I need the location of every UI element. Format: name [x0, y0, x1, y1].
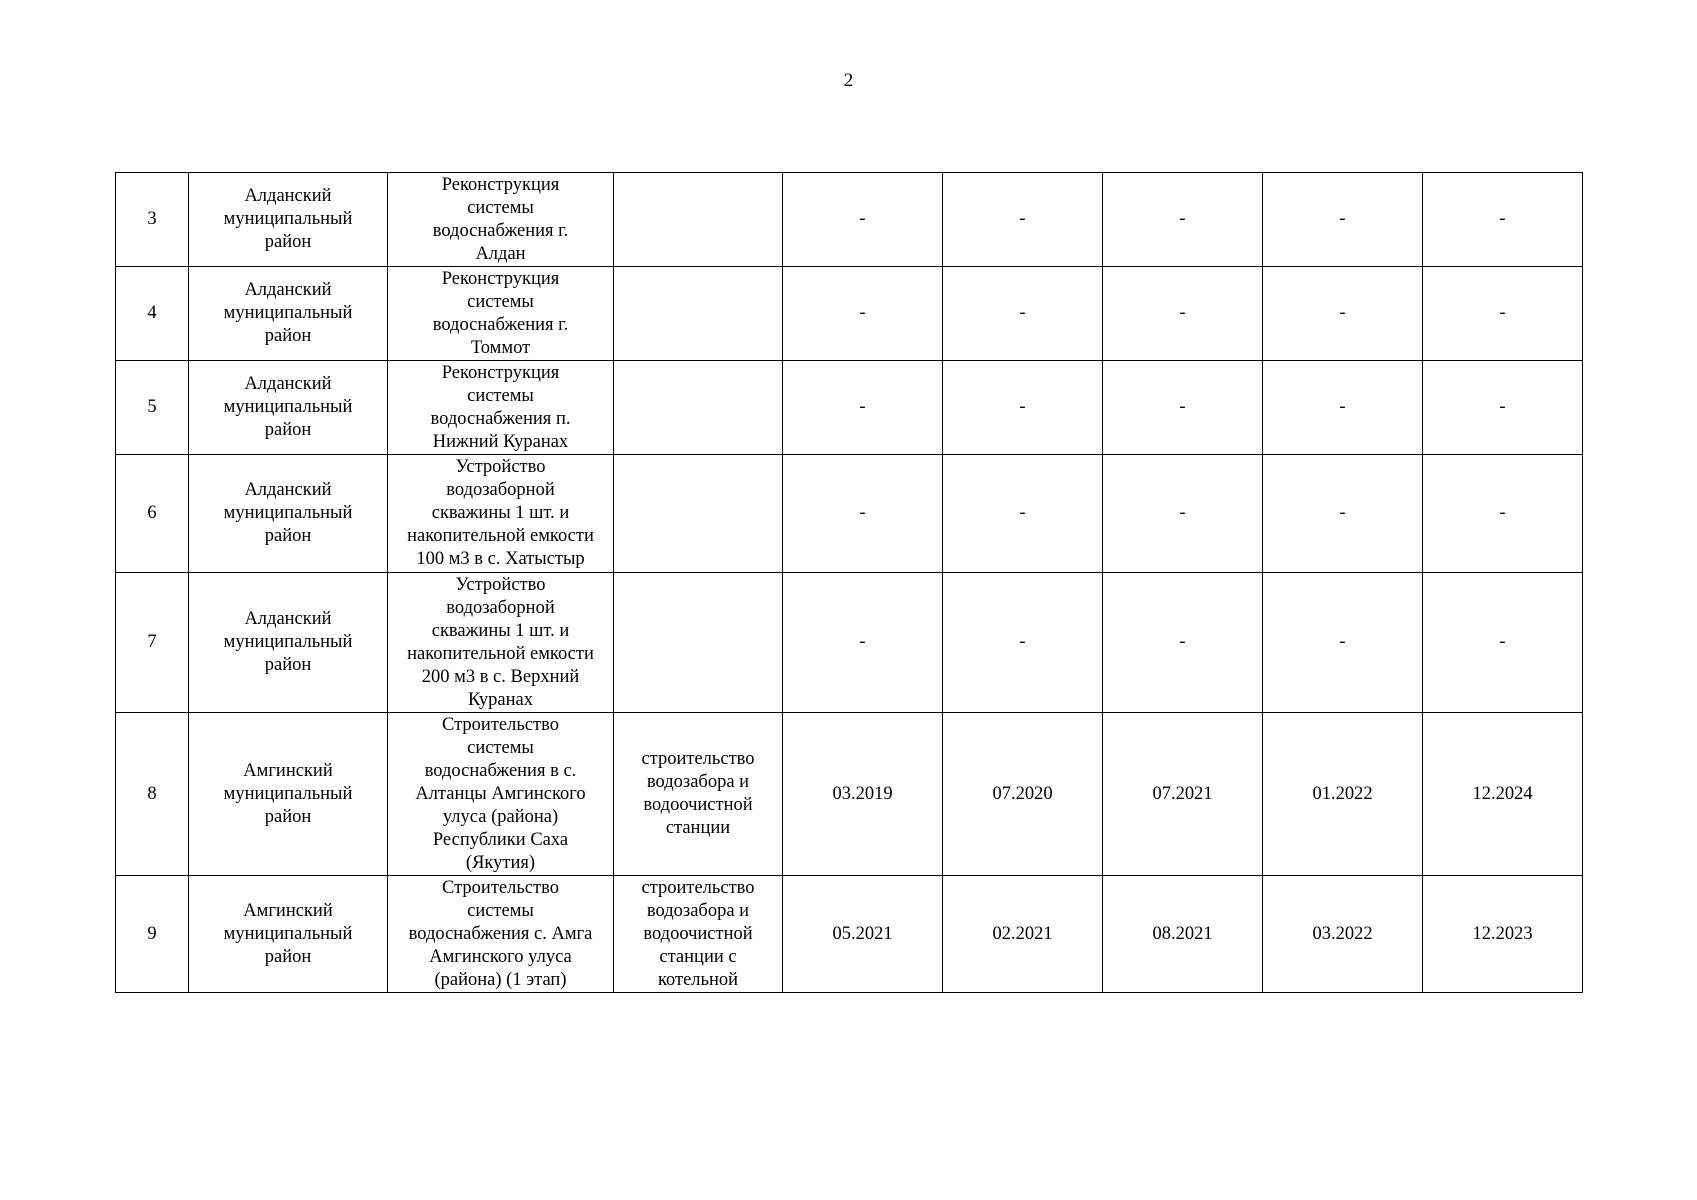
description-cell	[614, 455, 783, 573]
description-cell: строительство водозабора и водоочистной станции с котельной	[614, 876, 783, 993]
projects-table	[115, 172, 1583, 993]
date-cell: -	[1263, 173, 1423, 267]
description-cell	[614, 267, 783, 361]
date-cell: -	[1103, 267, 1263, 361]
project-name-cell: Строительство системы водоснабжения с. Амга Амгинского улуса (района) (1 этап)	[388, 876, 614, 993]
date-cell: -	[1423, 173, 1583, 267]
date-cell: -	[943, 361, 1103, 455]
district-cell: Алданский муниципальный район	[189, 455, 388, 573]
row-number-cell: 5	[116, 361, 189, 455]
date-cell: -	[1423, 455, 1583, 573]
table-row	[116, 573, 1583, 713]
row-number-cell: 9	[116, 876, 189, 993]
date-cell: -	[1423, 573, 1583, 713]
date-cell: 12.2024	[1423, 713, 1583, 876]
date-cell: 05.2021	[783, 876, 943, 993]
date-cell: 07.2020	[943, 713, 1103, 876]
date-cell: 03.2022	[1263, 876, 1423, 993]
project-name-cell: Устройство водозаборной скважины 1 шт. и накопительной емкости 200 м3 в с. Верхний Куранах	[388, 573, 614, 713]
date-cell: -	[1103, 361, 1263, 455]
project-name-cell: Реконструкция системы водоснабжения п. Нижний Куранах	[388, 361, 614, 455]
date-cell: 12.2023	[1423, 876, 1583, 993]
date-cell: 03.2019	[783, 713, 943, 876]
project-name-cell: Строительство системы водоснабжения в с. Алтанцы Амгинского улуса (района) Республики Саха (Якутия)	[388, 713, 614, 876]
description-cell: строительство водозабора и водоочистной станции	[614, 713, 783, 876]
date-cell: -	[783, 361, 943, 455]
row-number-cell: 7	[116, 573, 189, 713]
date-cell: 02.2021	[943, 876, 1103, 993]
date-cell: -	[943, 267, 1103, 361]
date-cell: 01.2022	[1263, 713, 1423, 876]
date-cell: -	[1103, 455, 1263, 573]
date-cell: -	[1263, 267, 1423, 361]
table-row	[116, 267, 1583, 361]
project-name-cell: Реконструкция системы водоснабжения г. Алдан	[388, 173, 614, 267]
description-cell	[614, 573, 783, 713]
table-row	[116, 876, 1583, 993]
district-cell: Алданский муниципальный район	[189, 173, 388, 267]
date-cell: -	[783, 573, 943, 713]
date-cell: -	[1263, 361, 1423, 455]
date-cell: -	[783, 173, 943, 267]
project-name-cell: Устройство водозаборной скважины 1 шт. и накопительной емкости 100 м3 в с. Хатыстыр	[388, 455, 614, 573]
district-cell: Алданский муниципальный район	[189, 573, 388, 713]
district-cell: Амгинский муниципальный район	[189, 713, 388, 876]
date-cell: -	[1103, 573, 1263, 713]
date-cell: -	[943, 173, 1103, 267]
date-cell: -	[1263, 455, 1423, 573]
date-cell: 07.2021	[1103, 713, 1263, 876]
row-number-cell: 8	[116, 713, 189, 876]
date-cell: -	[783, 455, 943, 573]
date-cell: -	[943, 573, 1103, 713]
table-row	[116, 713, 1583, 876]
date-cell: -	[943, 455, 1103, 573]
district-cell: Алданский муниципальный район	[189, 361, 388, 455]
date-cell: -	[783, 267, 943, 361]
description-cell	[614, 361, 783, 455]
date-cell: 08.2021	[1103, 876, 1263, 993]
date-cell: -	[1423, 361, 1583, 455]
page-number: 2	[843, 70, 854, 91]
district-cell: Амгинский муниципальный район	[189, 876, 388, 993]
project-name-cell: Реконструкция системы водоснабжения г. Томмот	[388, 267, 614, 361]
row-number-cell: 3	[116, 173, 189, 267]
row-number-cell: 4	[116, 267, 189, 361]
table-row	[116, 361, 1583, 455]
description-cell	[614, 173, 783, 267]
date-cell: -	[1423, 267, 1583, 361]
district-cell: Алданский муниципальный район	[189, 267, 388, 361]
table-row	[116, 173, 1583, 267]
row-number-cell: 6	[116, 455, 189, 573]
table-row	[116, 455, 1583, 573]
date-cell: -	[1103, 173, 1263, 267]
date-cell: -	[1263, 573, 1423, 713]
